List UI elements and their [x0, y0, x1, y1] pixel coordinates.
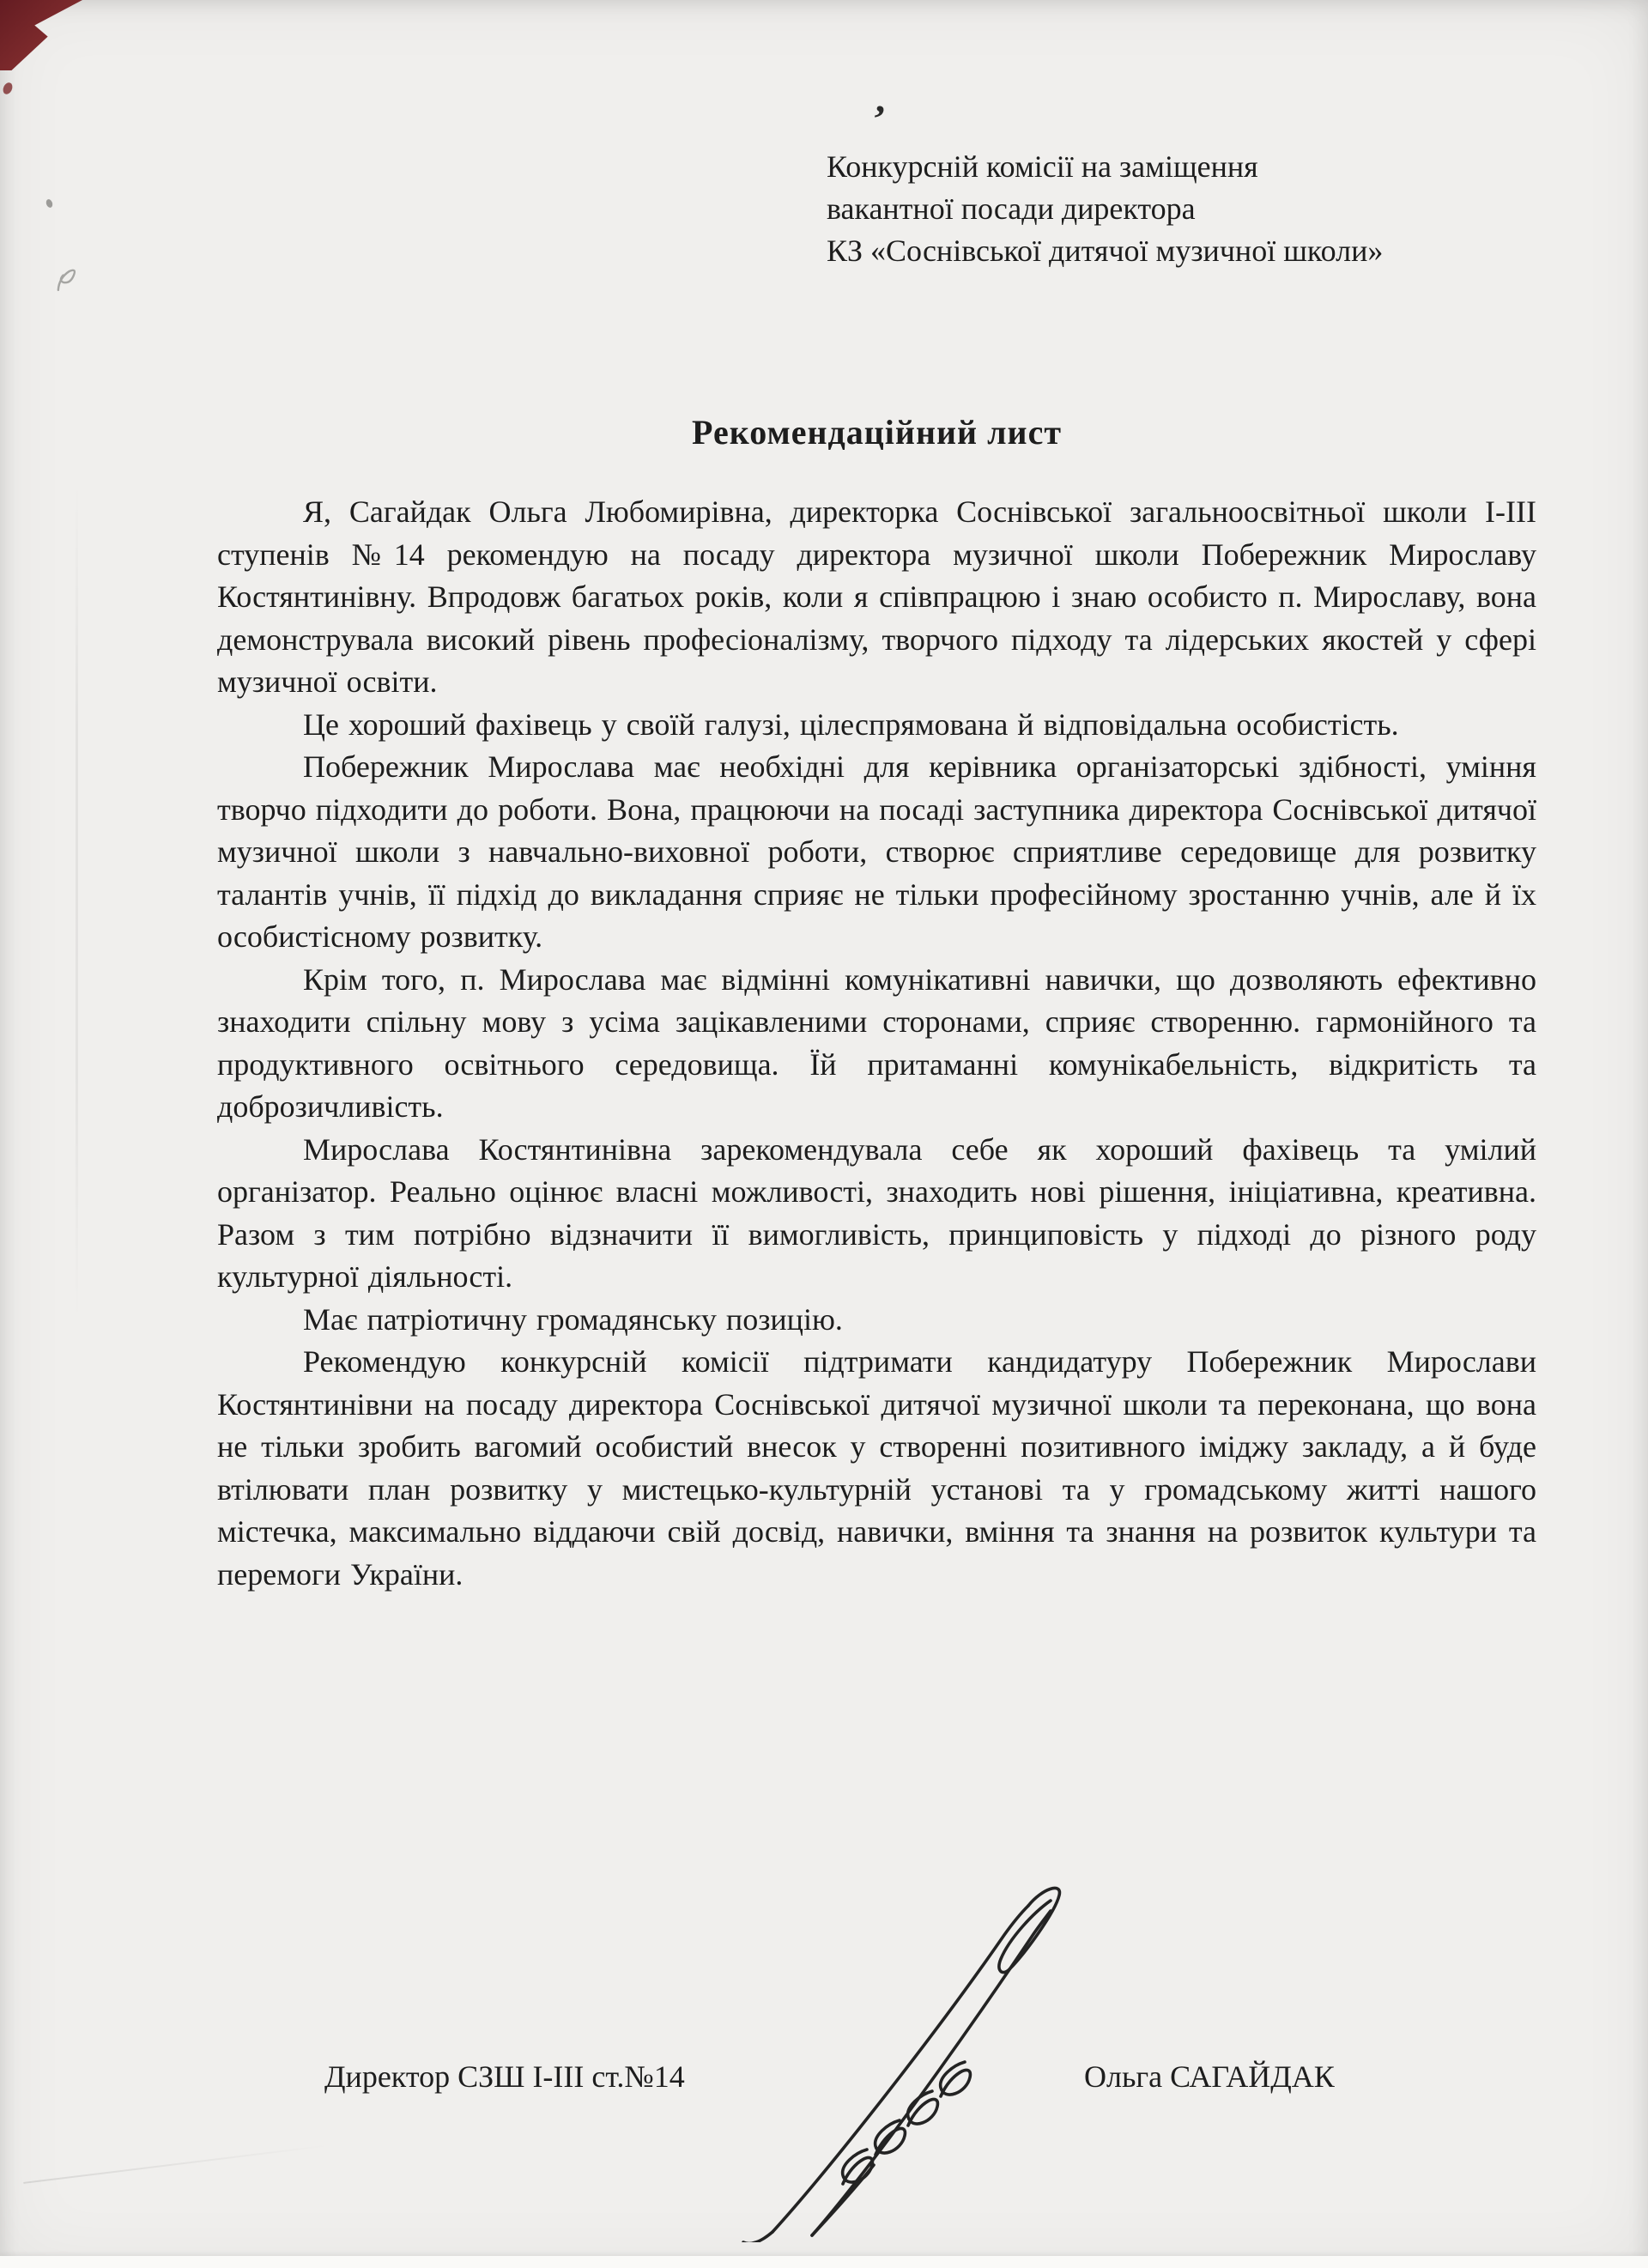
recipient-block [827, 146, 1582, 272]
letter-title: Рекомендаційний лист [692, 413, 1062, 452]
paragraph: Рекомендую конкурсній комісії підтримати кандидатуру Побережник Мирослави Костянтинівни на посаду директора Соснівської дитячої музичної школи та переконана, що вона не тільки зробить вагомий особистий внесок у створенні позитивного іміджу закладу, а й буде втілювати план розвитку у мистецько-культурній установі та у громадському житті нашого містечка, максимально віддаючи свій досвід, навички, вміння та знання на розвиток культури та перемоги України. [217, 1344, 1536, 1592]
recipient-line: КЗ «Соснівської дитячої музичної школи» [827, 233, 1384, 268]
paragraph: Це хороший фахівець у своїй галузі, цілеспрямована й відповідальна особистість. [303, 706, 1399, 742]
paragraph: Мирослава Костянтинівна зарекомендувала себе як хороший фахівець та умілий організатор. Реально оцінює власні можливості, знаходить нові рішення, ініціативна, креативна. Разом з тим потрібно відзначити її вимогливість, принциповість у підході до різного роду культурної діяльності. [217, 1131, 1536, 1294]
handwritten-signature [706, 1882, 1118, 2242]
paper-crease-bottom [23, 2144, 330, 2184]
torn-corner-stain [0, 0, 82, 70]
stain-speck [2, 82, 15, 96]
paragraph: Побережник Мирослава має необхідні для керівника організаторські здібності, уміння творчо підходити до роботи. Вона, працюючи на посаді заступника директора Соснівської дитячої музичної школи з навчально-виховної роботи, створює сприятливе середовище для розвитку талантів учнів, її підхід до викладання сприяє не тільки професійному зростанню учнів, але й їх особистісному розвитку. [217, 749, 1536, 954]
letter-body [217, 491, 1536, 1596]
recipient-line: вакантної посади директора [827, 191, 1196, 226]
smudge-dot [45, 198, 54, 209]
paragraph: Я, Сагайдак Ольга Любомирівна, директорка Соснівської загальноосвітньої школи І-ІІІ ступенів №14 рекомендую на посаду директора музичної школи Побережник Мирославу Костянтинівну. Впродовж багатьох років, коли я співпрацюю і знаю особисто п. Мирославу, вона демонструвала високий рівень професіоналізму, творчого підходу та лідерських якостей у сфері музичної освіти. [217, 494, 1536, 699]
stray-pen-mark: ’ [869, 96, 888, 142]
paragraph: Крім того, п. Мирослава має відмінні комунікативні навички, що дозволяють ефективно знаходити спільну мову з усіма зацікавленими сторонами, сприяє створенню. гармонійного та продуктивного освітнього середовища. Їй притаманні комунікабельність, відкритість та доброзичливість. [217, 961, 1536, 1124]
paper-crease-left [76, 481, 78, 1322]
scan-edge-strip [0, 2256, 1648, 2268]
paragraph: Має патріотичну громадянську позицію. [303, 1301, 843, 1337]
position-title: Директор СЗШ І-ІІІ ст.№14 [324, 2059, 685, 2094]
recipient-line: Конкурсній комісії на заміщення [827, 149, 1258, 184]
pencil-squiggle-mark [53, 261, 83, 303]
signer-name: Ольга САГАЙДАК [1084, 2059, 1335, 2094]
